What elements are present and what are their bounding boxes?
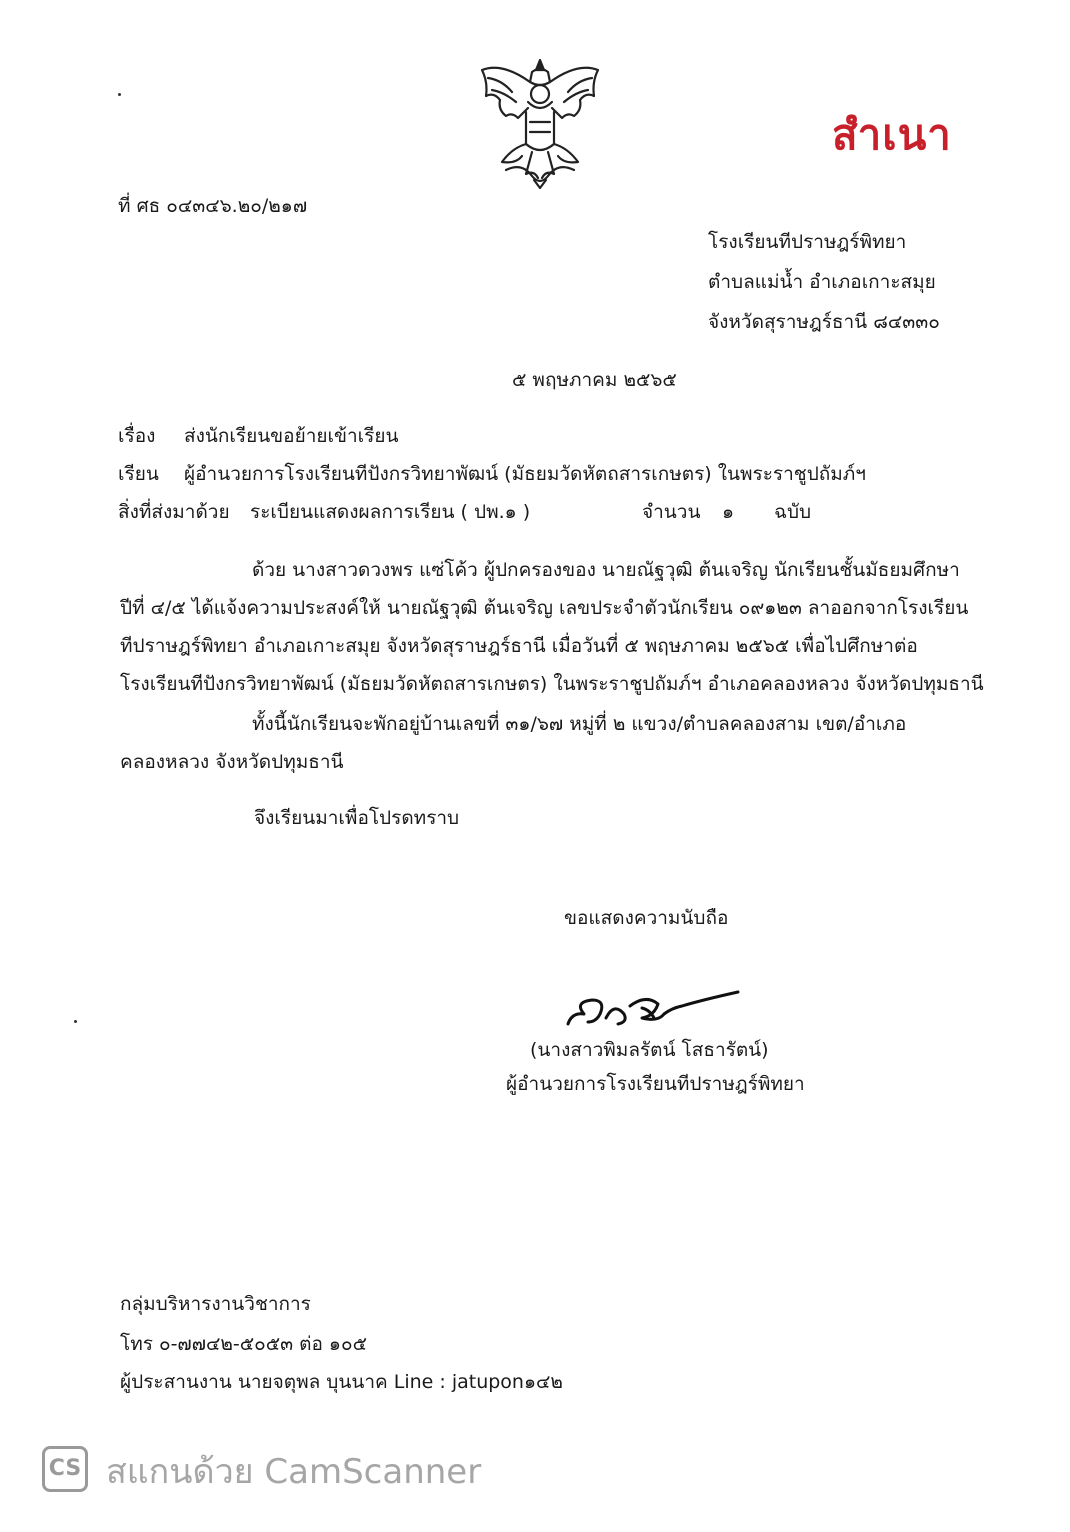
camscanner-logo-icon: CS — [42, 1446, 88, 1492]
camscanner-watermark: สแกนด้วย CamScanner — [106, 1452, 482, 1492]
recipient-value: ผู้อำนวยการโรงเรียนทีปังกรวิทยาพัฒน์ (มัธยมวัดหัตถสารเกษตร) ในพระราชูปถัมภ์ฯ — [184, 463, 866, 485]
body-line: คลองหลวง จังหวัดปทุมธานี — [120, 751, 344, 773]
subject-value: ส่งนักเรียนขอย้ายเข้าเรียน — [184, 425, 399, 447]
body-line: ด้วย นางสาวดวงพร แซ่โค้ว ผู้ปกครองของ นายณัฐวุฒิ ต้นเจริญ นักเรียนชั้นมัธยมศึกษา — [252, 559, 960, 581]
handwritten-signature — [562, 988, 742, 1036]
enclosure-qty: ๑ — [722, 501, 735, 523]
enclosure-unit: ฉบับ — [774, 501, 812, 523]
closing-request: จึงเรียนมาเพื่อโปรดทราบ — [254, 807, 460, 829]
footer-department: กลุ่มบริหารงานวิชาการ — [120, 1293, 311, 1315]
body-line: ปีที่ ๔/๕ ได้แจ้งความประสงค์ให้ นายณัฐวุฒิ ต้นเจริญ เลขประจำตัวนักเรียน ๐๙๑๒๓ ลาออกจากโรงเรียน — [120, 597, 969, 619]
signer-position: ผู้อำนวยการโรงเรียนทีปราษฎร์พิทยา — [506, 1073, 805, 1095]
scan-dot — [118, 93, 121, 96]
letter-date: ๕ พฤษภาคม ๒๕๖๕ — [512, 369, 677, 391]
enclosure-value: ระเบียนแสดงผลการเรียน ( ปพ.๑ ) — [250, 501, 531, 523]
signer-name: (นางสาวพิมลรัตน์ โสธารัตน์) — [530, 1039, 769, 1061]
scan-dot — [74, 1020, 77, 1023]
body-line: ทีปราษฎร์พิทยา อำเภอเกาะสมุย จังหวัดสุราษฎร์ธานี เมื่อวันที่ ๕ พฤษภาคม ๒๕๖๕ เพื่อไปศึกษาต่อ — [120, 635, 918, 657]
enclosure-label: สิ่งที่ส่งมาด้วย — [118, 501, 230, 523]
enclosure-qty-label: จำนวน — [642, 501, 701, 523]
reference-number: ที่ ศธ ๐๔๓๔๖.๒๐/๒๑๗ — [118, 195, 308, 217]
sender-address-line: ตำบลแม่น้ำ อำเภอเกาะสมุย — [708, 271, 936, 293]
footer-coordinator: ผู้ประสานงาน นายจตุพล บุนนาค Line : jatupon๑๔๒ — [120, 1371, 563, 1393]
body-line: โรงเรียนทีปังกรวิทยาพัฒน์ (มัธยมวัดหัตถสารเกษตร) ในพระราชูปถัมภ์ฯ อำเภอคลองหลวง จังหวัดปทุมธานี — [120, 673, 984, 695]
regards: ขอแสดงความนับถือ — [564, 907, 729, 929]
sender-address-line: จังหวัดสุราษฎร์ธานี ๘๔๓๓๐ — [708, 311, 940, 333]
body-line: ทั้งนี้นักเรียนจะพักอยู่บ้านเลขที่ ๓๑/๖๗ หมู่ที่ ๒ แขวง/ตำบลคลองสาม เขต/อำเภอ — [252, 713, 907, 735]
subject-label: เรื่อง — [118, 425, 156, 447]
body-paragraph — [120, 712, 944, 788]
garuda-emblem-icon — [472, 52, 608, 192]
body-paragraph — [120, 558, 984, 710]
sender-address-line: โรงเรียนทีปราษฎร์พิทยา — [708, 231, 907, 253]
recipient-label: เรียน — [118, 463, 159, 485]
footer-phone: โทร ๐-๗๗๔๒-๕๐๕๓ ต่อ ๑๐๕ — [120, 1333, 367, 1355]
copy-stamp: สำเนา — [832, 110, 952, 159]
